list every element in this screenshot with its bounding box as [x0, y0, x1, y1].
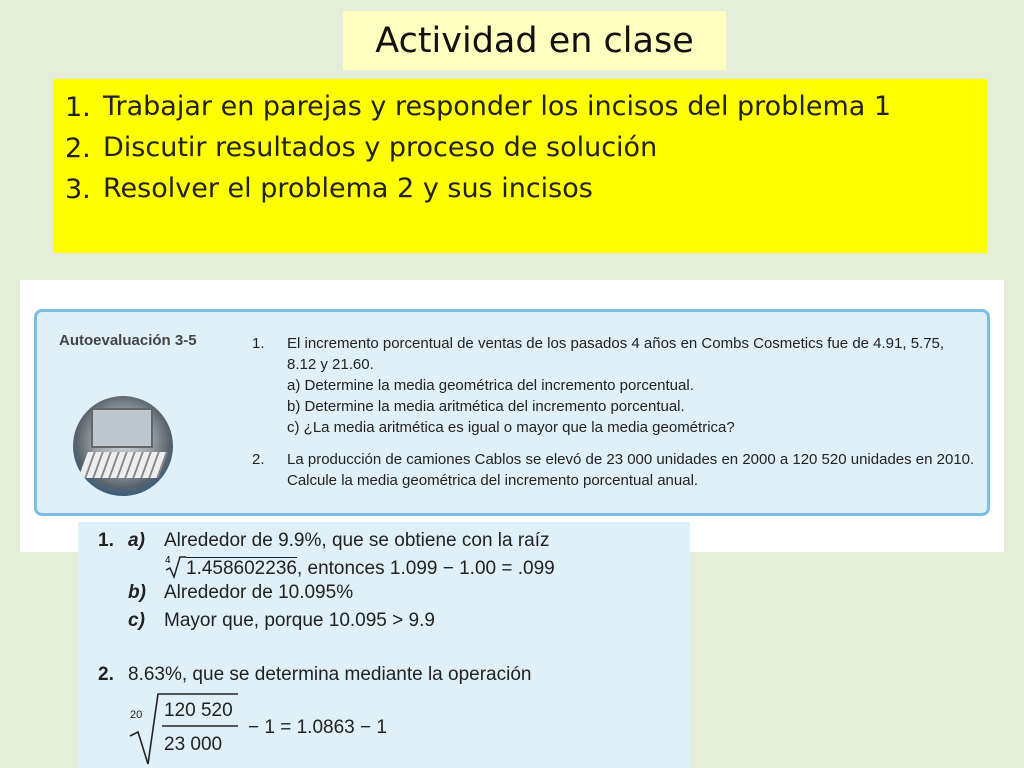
radical-sign-icon	[164, 555, 186, 579]
self-evaluation-heading: Autoevaluación 3-5	[59, 332, 197, 349]
laptop-screen	[91, 408, 153, 448]
question-1-b: b) Determine la media aritmética del incremento porcentual.	[287, 398, 685, 415]
task-list	[53, 79, 987, 253]
question-2-text: La producción de camiones Cablos se elevó de 23 000 unidades en 2000 a 120 520 unidades en 2010. Calcule la media geométrica del incremento porcentual anual.	[287, 451, 975, 489]
task-item	[65, 87, 987, 128]
formula-root-index: 20	[130, 709, 143, 721]
task-text: Discutir resultados y proceso de solución	[103, 132, 658, 163]
slide-title: Actividad en clase	[343, 11, 726, 70]
answer-1c-label: c)	[128, 610, 145, 631]
task-number: 2.	[65, 133, 91, 164]
task-text: Resolver el problema 2 y sus incisos	[103, 173, 593, 204]
question-1-a: a) Determine la media geométrica del incremento porcentual.	[287, 377, 694, 394]
formula-numerator: 120 520	[164, 700, 233, 721]
answers-box	[78, 522, 690, 768]
task-item	[65, 169, 987, 210]
answer-1a-label: a)	[128, 530, 145, 551]
self-evaluation-box	[34, 309, 990, 516]
answer-2-number: 2.	[98, 664, 114, 685]
radicand: 1.458602236	[186, 558, 297, 579]
answer-2-text: 8.63%, que se determina mediante la operación	[128, 664, 532, 685]
root-index: 4	[165, 555, 171, 566]
question-1-number: 1.	[252, 335, 265, 352]
question-1-c: c) ¿La media aritmética es igual o mayor que la media geométrica?	[287, 419, 735, 436]
answer-1-number: 1.	[98, 530, 114, 551]
answer-2-formula	[128, 692, 688, 768]
formula-denominator: 23 000	[164, 734, 223, 755]
task-text: Trabajar en parejas y responder los incisos del problema 1	[103, 91, 892, 122]
task-number: 1.	[65, 92, 91, 123]
question-2-number: 2.	[252, 451, 265, 468]
answer-1c-text: Mayor que, porque 10.095 > 9.9	[164, 610, 435, 631]
answer-1b-label: b)	[128, 582, 146, 603]
laptop-keyboard	[78, 452, 167, 478]
answer-1a-line2	[164, 555, 555, 580]
formula-rest: − 1 = 1.0863 − 1	[248, 717, 387, 738]
laptop-photo-icon	[73, 396, 173, 496]
question-1	[287, 333, 977, 438]
answer-1a-line1: Alrededor de 9.9%, que se obtiene con la raíz	[164, 530, 550, 551]
task-number: 3.	[65, 174, 91, 205]
answer-1a-rest: , entonces 1.099 − 1.00 = .099	[296, 558, 555, 579]
question-1-text: El incremento porcentual de ventas de los pasados 4 años en Combs Cosmetics fue de 4.91, 5.75, 8.12 y 21.60.	[287, 335, 945, 373]
answer-1b-text: Alrededor de 10.095%	[164, 582, 354, 603]
task-item	[65, 128, 987, 169]
